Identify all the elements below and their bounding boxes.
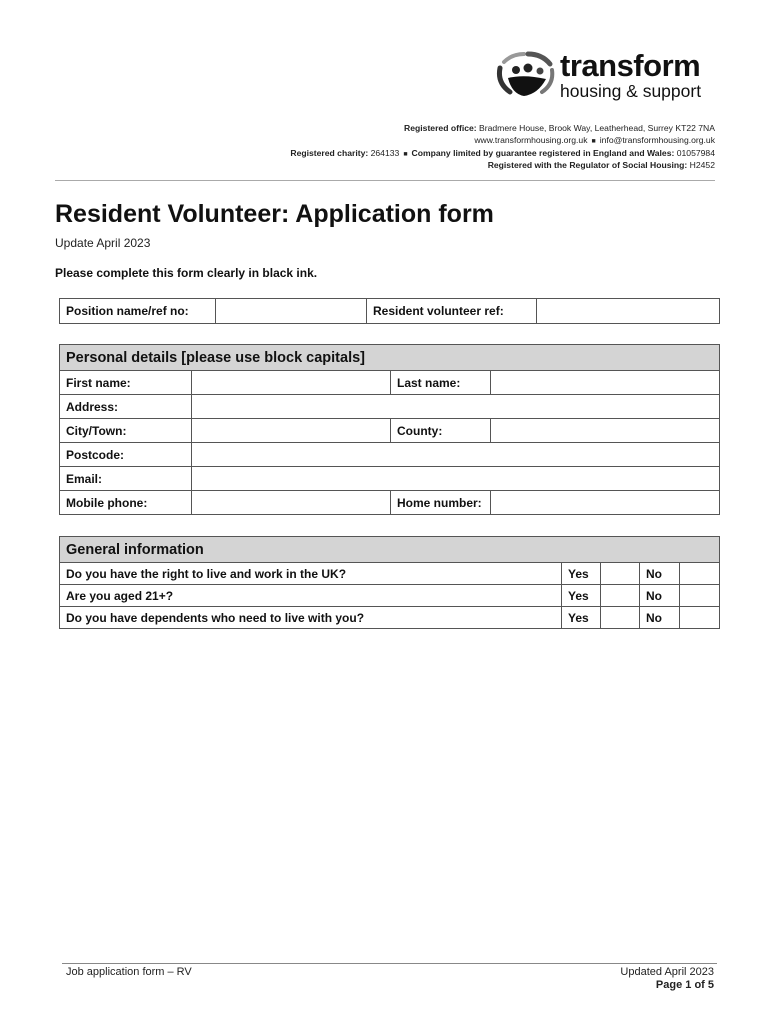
yes-checkbox[interactable] (601, 585, 640, 607)
position-input[interactable] (216, 299, 367, 324)
city-label: City/Town: (60, 419, 192, 443)
position-label: Position name/ref no: (60, 299, 216, 324)
company-label: Company limited by guarantee registered in England and Wales: (411, 148, 675, 158)
page-title: Resident Volunteer: Application form (55, 200, 494, 228)
general-information-heading: General information (60, 537, 720, 563)
regulator-number: H2452 (689, 160, 715, 170)
transform-logo (494, 48, 724, 104)
logo-subtitle: housing & support (560, 81, 702, 101)
footer-document-name: Job application form – RV (66, 966, 192, 978)
no-checkbox[interactable] (680, 585, 720, 607)
reference-table (59, 298, 720, 324)
no-label: No (640, 585, 680, 607)
no-label: No (640, 607, 680, 629)
postcode-label: Postcode: (60, 443, 192, 467)
yes-checkbox[interactable] (601, 607, 640, 629)
regulator-line (488, 159, 715, 171)
footer-divider (62, 963, 717, 964)
no-label: No (640, 563, 680, 585)
last-name-input[interactable] (491, 371, 720, 395)
mobile-input[interactable] (192, 491, 391, 515)
no-checkbox[interactable] (680, 563, 720, 585)
charity-line: Registered charity: 264133 ■ Company limited by guarantee registered in England and Wales: 01057984 (290, 148, 715, 158)
question-row (60, 607, 720, 629)
mobile-label: Mobile phone: (60, 491, 192, 515)
question-text: Do you have the right to live and work in the UK? (60, 563, 562, 585)
instruction-text: Please complete this form clearly in black ink. (55, 266, 318, 280)
question-row (60, 563, 720, 585)
personal-details-table (59, 344, 720, 515)
update-date: Update April 2023 (55, 236, 151, 250)
question-text: Are you aged 21+? (60, 585, 562, 607)
regulator-label: Registered with the Regulator of Social Housing: (487, 160, 688, 170)
yes-checkbox[interactable] (601, 563, 640, 585)
address-input[interactable] (192, 395, 720, 419)
question-text: Do you have dependents who need to live with you? (60, 607, 562, 629)
people-circle-logo-icon (494, 48, 556, 100)
registered-office-label: Registered office: (404, 123, 477, 133)
registered-office: Bradmere House, Brook Way, Leatherhead, Surrey KT22 7NA (479, 123, 715, 133)
yes-label: Yes (562, 607, 601, 629)
logo-name: transform (560, 48, 701, 83)
general-information-table (59, 536, 720, 629)
resident-ref-input[interactable] (537, 299, 720, 324)
last-name-label: Last name: (391, 371, 491, 395)
county-input[interactable] (491, 419, 720, 443)
registered-office-line (404, 122, 715, 134)
first-name-label: First name: (60, 371, 192, 395)
yes-label: Yes (562, 563, 601, 585)
charity-label: Registered charity: (290, 148, 369, 158)
charity-number: 264133 (370, 148, 400, 158)
footer-info (620, 966, 714, 992)
city-input[interactable] (192, 419, 391, 443)
home-number-input[interactable] (491, 491, 720, 515)
contact-email: info@transformhousing.org.uk (599, 135, 715, 145)
footer-updated: Updated April 2023 (620, 966, 714, 978)
first-name-input[interactable] (192, 371, 391, 395)
company-number: 01057984 (676, 148, 715, 158)
website: www.transformhousing.org.uk (474, 135, 588, 145)
page-number: Page 1 of 5 (655, 979, 714, 991)
yes-label: Yes (562, 585, 601, 607)
contact-line: www.transformhousing.org.uk ■ info@transformhousing.org.uk (474, 135, 715, 145)
personal-details-heading: Personal details [please use block capitals] (60, 345, 720, 371)
no-checkbox[interactable] (680, 607, 720, 629)
email-input[interactable] (192, 467, 720, 491)
resident-ref-label: Resident volunteer ref: (367, 299, 537, 324)
address-label: Address: (60, 395, 192, 419)
email-label: Email: (60, 467, 192, 491)
home-number-label: Home number: (391, 491, 491, 515)
postcode-input[interactable] (192, 443, 720, 467)
question-row (60, 585, 720, 607)
county-label: County: (391, 419, 491, 443)
header-divider (55, 180, 715, 181)
